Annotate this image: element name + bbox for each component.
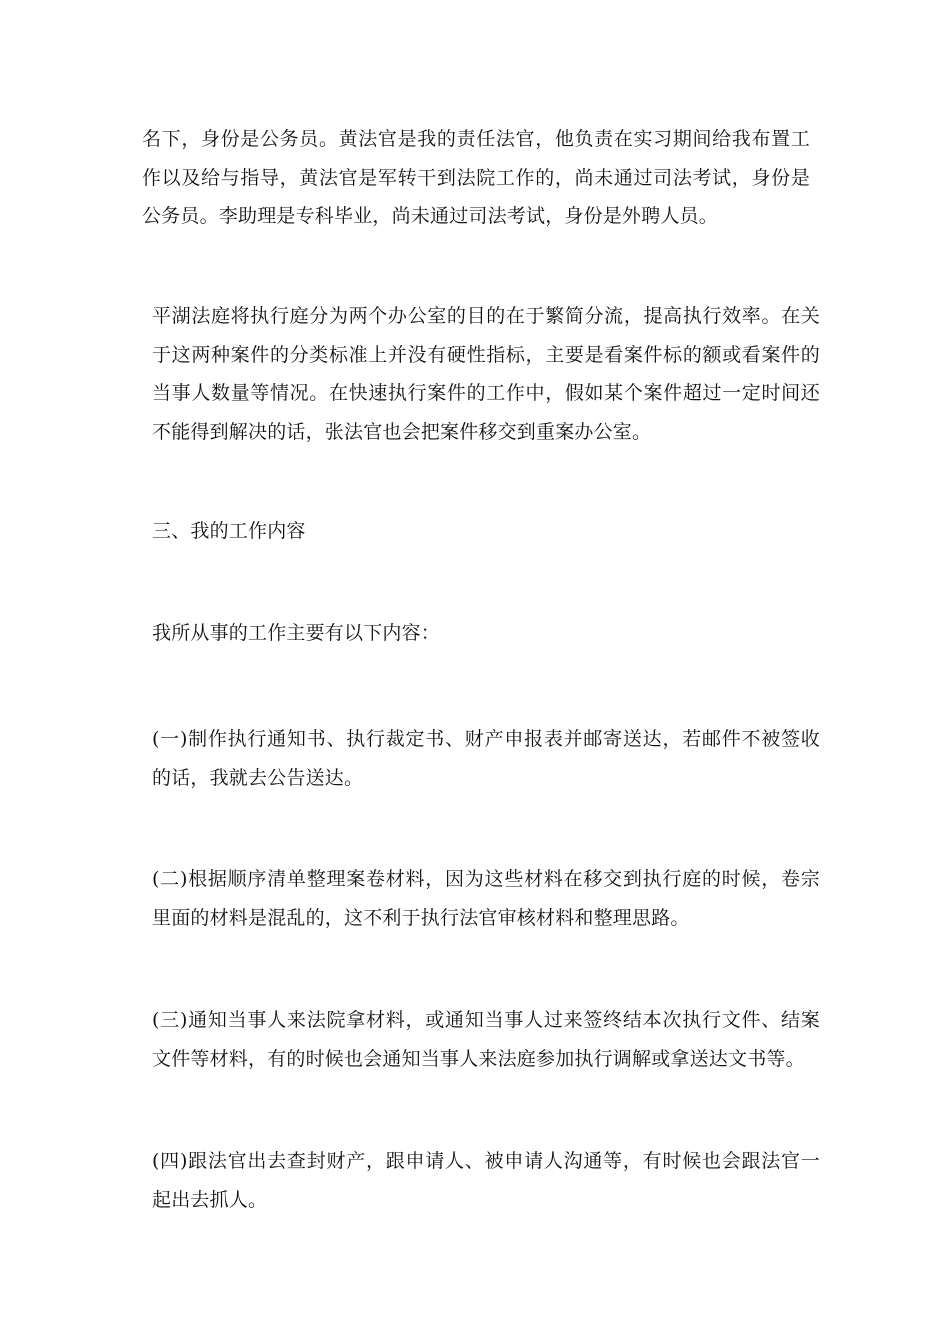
list-item-4: (四)跟法官出去查封财产，跟申请人、被申请人沟通等，有时候也会跟法官一起出去抓人。 (152, 1150, 820, 1211)
list-item-1: (一)制作执行通知书、执行裁定书、财产申报表并邮寄送达，若邮件不被签收的话，我就去公告送达。 (152, 728, 820, 789)
paragraph-judges-identity: 名下，身份是公务员。黄法官是我的责任法官，他负责在实习期间给我布置工作以及给与指导，黄法官是军转干到法院工作的，尚未通过司法考试，身份是公务员。李助理是专科毕业，尚未通过司法考试，身份是外聘人员。 (142, 128, 810, 227)
paragraph-court-division: 平湖法庭将执行庭分为两个办公室的目的在于繁简分流，提高执行效率。在关于这两种案件的分类标准上并没有硬性指标，主要是看案件标的额或看案件的当事人数量等情况。在快速执行案件的工作中，假如某个案件超过一定时间还不能得到解决的话，张法官也会把案件移交到重案办公室。 (152, 305, 820, 443)
section-heading-work-content: 三、我的工作内容 (152, 520, 306, 542)
paragraph-work-intro: 我所从事的工作主要有以下内容： (152, 622, 441, 644)
list-item-2: (二)根据顺序清单整理案卷材料，因为这些材料在移交到执行庭的时候，卷宗里面的材料是混乱的，这不利于执行法官审核材料和整理思路。 (152, 868, 820, 929)
list-item-3: (三)通知当事人来法院拿材料，或通知当事人过来签终结本次执行文件、结案文件等材料，有的时候也会通知当事人来法庭参加执行调解或拿送达文书等。 (152, 1009, 820, 1070)
